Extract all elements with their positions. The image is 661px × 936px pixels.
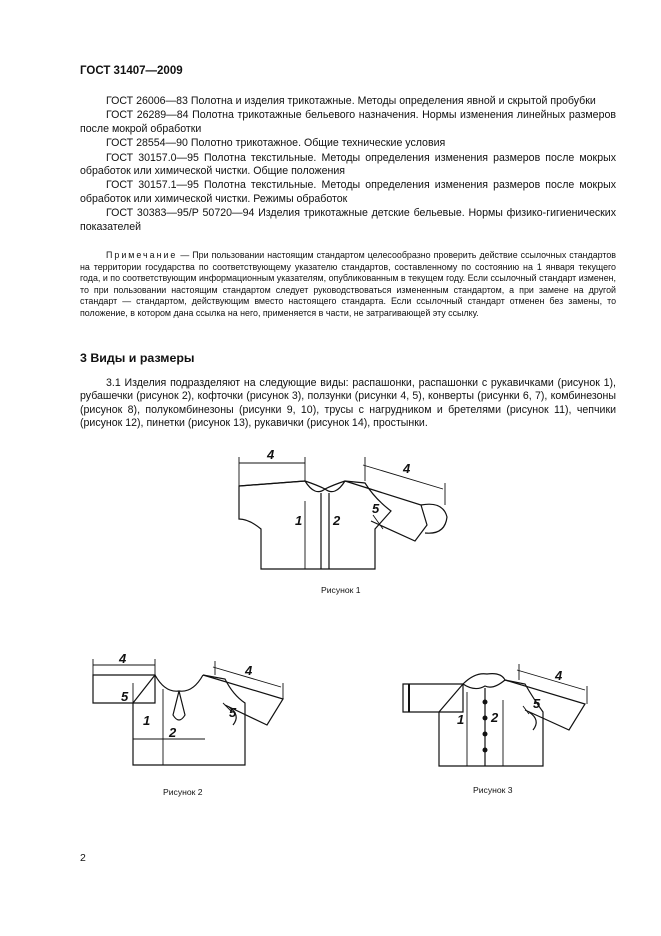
dimension-label: 5 [533,696,541,711]
reference-item: ГОСТ 30157.0—95 Полотна текстильные. Методы определения изменения размеров после мокрых обработок или химической чистки. Общие положения [80,151,616,178]
dimension-label: 5 [121,689,129,704]
section-paragraph: 3.1 Изделия подразделяют на следующие виды: распашонки, распашонки с рукавичками (рисунок 1), рубашечки (рисунок 2), кофточки (рисунок 3), ползунки (рисунки 4, 5), конверты (рисунки 6, 7), комбинезоны (рисунок 8), полукомбинезоны (рисунки 9, 10), трусы с нагрудником и бретелями (рисунок 11), чепчики (рисунок 12), пинетки (рисунок 13), рукавички (рисунок 14), простынки. [80,377,616,430]
figure-1-garment [239,481,447,569]
reference-item: ГОСТ 30383—95/Р 50720—94 Изделия трикотажные детские бельевые. Нормы физико-гигиенических показателей [80,207,616,233]
dimension-label: 2 [333,513,341,528]
page-number: 2 [80,852,86,864]
figure-3-drawing [395,660,605,775]
note-text: — При пользовании настоящим стандартом целесообразно проверить действие ссылочных стандартов на территории государства по соответствующему указателю стандартов, составленному по состоянию на 1 января текущего года, и по соответствующим информационным указателям, опубликованным в текущем году. Если ссылочный стандарт изменен, то при пользовании настоящим стандартом следует руководствоваться измененным стандартом, а при замене на другой стандарт — стандартом, действующим вместо настоящего стандарта. Если ссылочный стандарт отменен без замены, то положение, в котором дана ссылка на него, применяется в части, не затрагивающей эту ссылку. [80,250,616,318]
dimension-label: 4 [119,651,127,666]
document-header: ГОСТ 31407—2009 [80,65,183,77]
dimension-label: 4 [267,447,275,462]
dimension-label: 4 [555,668,563,683]
figure-1-dimensions [239,457,445,569]
figure-2-drawing [85,651,290,775]
reference-item: ГОСТ 28554—90 Полотно трикотажное. Общие технические условия [106,137,446,150]
figure-3-caption: Рисунок 3 [473,785,513,795]
reference-item: ГОСТ 26289—84 Полотна трикотажные бельевого назначения. Нормы изменения линейных размеров после мокрой обработки [80,109,616,135]
section-title: 3 Виды и размеры [80,351,195,365]
note-label: Примечание [106,250,178,260]
dimension-label: 2 [491,710,499,725]
dimension-label: 1 [457,712,465,727]
note-paragraph [80,250,616,320]
figure-1-caption: Рисунок 1 [321,585,361,595]
dimension-label: 5 [229,705,237,720]
reference-item: ГОСТ 26006—83 Полотна и изделия трикотажные. Методы определения явной и скрытой пробубки [106,95,596,107]
dimension-label: 4 [245,663,253,678]
dimension-label: 1 [295,513,303,528]
dimension-label: 5 [372,501,380,516]
dimension-label: 4 [403,461,411,476]
reference-item: ГОСТ 30157.1—95 Полотна текстильные. Методы определения изменения размеров после мокрых обработок или химической чистки. Режимы обработок [80,179,616,205]
dimension-label: 1 [143,713,151,728]
dimension-label: 2 [169,725,177,740]
references-list [80,95,616,235]
figure-1-drawing [225,445,465,580]
figure-2-caption: Рисунок 2 [163,787,203,797]
